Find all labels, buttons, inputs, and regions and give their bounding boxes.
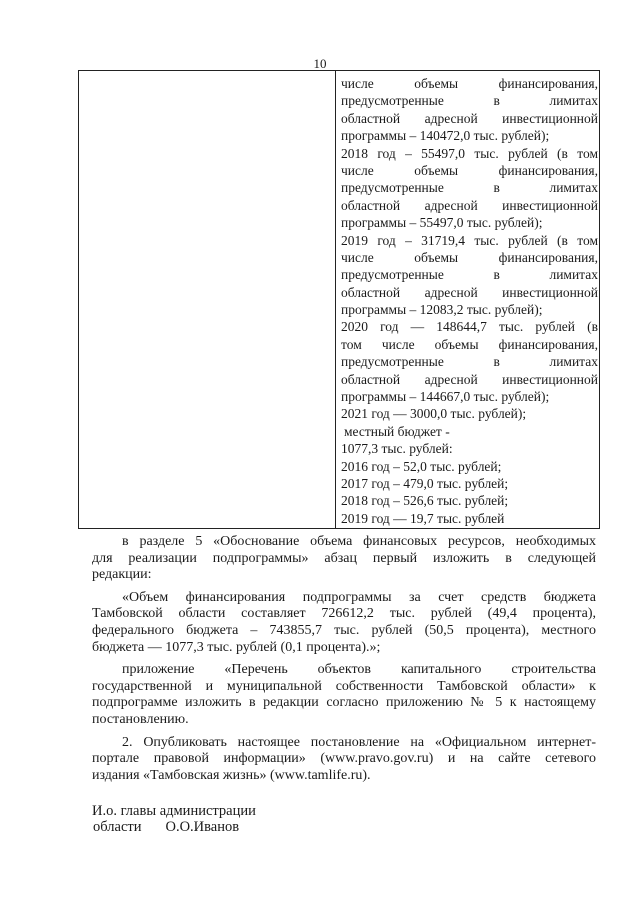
paragraph-line: постановлению. <box>92 711 189 727</box>
table-cell-line: 2017 год – 479,0 тыс. рублей; <box>341 475 509 491</box>
page-number: 10 <box>313 56 327 71</box>
table-cell-line: предусмотренные в лимитах <box>341 267 598 283</box>
paragraph-line: для реализации подпрограммы» абзац первый изложить в следующей <box>92 550 596 566</box>
paragraph-line: бюджета — 1077,3 тыс. рублей (0,1 процента).»; <box>92 639 381 655</box>
paragraph-line: Тамбовской области составляет 726612,2 тыс. рублей (49,4 процента), <box>92 606 596 622</box>
table-cell-line: 2016 год – 52,0 тыс. рублей; <box>341 458 502 474</box>
paragraph-publish <box>92 735 596 785</box>
table-cell-line: числе объемы финансирования, <box>341 249 598 265</box>
table-cell-line: 2019 год — 19,7 тыс. рублей <box>341 510 505 526</box>
table-cell-line: областной адресной инвестиционной <box>341 284 598 300</box>
table-right-cell <box>341 75 598 527</box>
paragraph-line: «Объем финансирования подпрограммы за счет средств бюджета <box>122 589 596 605</box>
table-cell-line: том числе объемы финансирования, <box>341 336 598 352</box>
table-cell-line: 2019 год – 31719,4 тыс. рублей (в том <box>341 232 598 248</box>
table-cell-line: программы – 140472,0 тыс. рублей); <box>341 128 550 144</box>
document-body <box>92 534 596 784</box>
table-cell-line: программы – 55497,0 тыс. рублей); <box>341 215 543 231</box>
paragraph-line: государственной и муниципальной собственности Тамбовской области» к <box>92 678 596 694</box>
paragraph-line: 2. Опубликовать настоящее постановление на «Официальном интернет- <box>122 734 596 750</box>
table-cell-line: областной адресной инвестиционной <box>341 371 598 387</box>
table-cell-line: предусмотренные в лимитах <box>341 354 598 370</box>
signature-block <box>92 803 256 835</box>
table-cell-line: числе объемы финансирования, <box>341 76 598 91</box>
table-cell-line: областной адресной инвестиционной <box>341 197 598 213</box>
signature-name: О.О.Иванов <box>165 819 240 835</box>
paragraph-line: подпрограмме изложить в редакции согласно приложению № 5 к настоящему <box>92 695 596 711</box>
signature-title: И.о. главы администрации <box>92 803 256 819</box>
table-cell-line: программы – 12083,2 тыс. рублей); <box>341 302 543 318</box>
table-cell-line: местный бюджет - <box>344 423 450 439</box>
paragraph-line: портале правовой информации» (www.pravo.gov.ru) и на сайте сетевого <box>92 751 596 767</box>
paragraph-line: в разделе 5 «Обоснование объема финансовых ресурсов, необходимых <box>122 534 596 549</box>
table-cell-line: числе объемы финансирования, <box>341 162 598 178</box>
table-cell-line: областной адресной инвестиционной <box>341 110 598 126</box>
signature-region: области <box>93 819 142 835</box>
table-cell-line: 2021 год — 3000,0 тыс. рублей); <box>341 406 527 422</box>
table-cell-line: 1077,3 тыс. рублей: <box>341 441 453 457</box>
table-cell-line: предусмотренные в лимитах <box>341 93 598 109</box>
paragraph-line: редакции: <box>92 567 152 583</box>
table-cell-line: 2018 год – 55497,0 тыс. рублей (в том <box>341 145 598 161</box>
paragraph-line: федерального бюджета – 743855,7 тыс. рублей (50,5 процента), местного <box>92 622 596 638</box>
table-cell-line: 2020 год — 148644,7 тыс. рублей (в <box>341 319 598 335</box>
paragraph-section5 <box>92 534 596 584</box>
paragraph-quote <box>92 590 596 656</box>
paragraph-line: приложение «Перечень объектов капитального строительства <box>122 662 596 678</box>
table-cell-line: 2018 год – 526,6 тыс. рублей; <box>341 493 509 509</box>
paragraph-line: издания «Тамбовская жизнь» (www.tamlife.ru). <box>92 767 371 783</box>
signature-line-2 <box>92 819 256 835</box>
program-table <box>78 70 600 529</box>
paragraph-appendix <box>92 662 596 728</box>
table-cell-line: программы – 144667,0 тыс. рублей); <box>341 389 550 405</box>
table-cell-line: предусмотренные в лимитах <box>341 180 598 196</box>
table-column-divider <box>335 71 336 528</box>
